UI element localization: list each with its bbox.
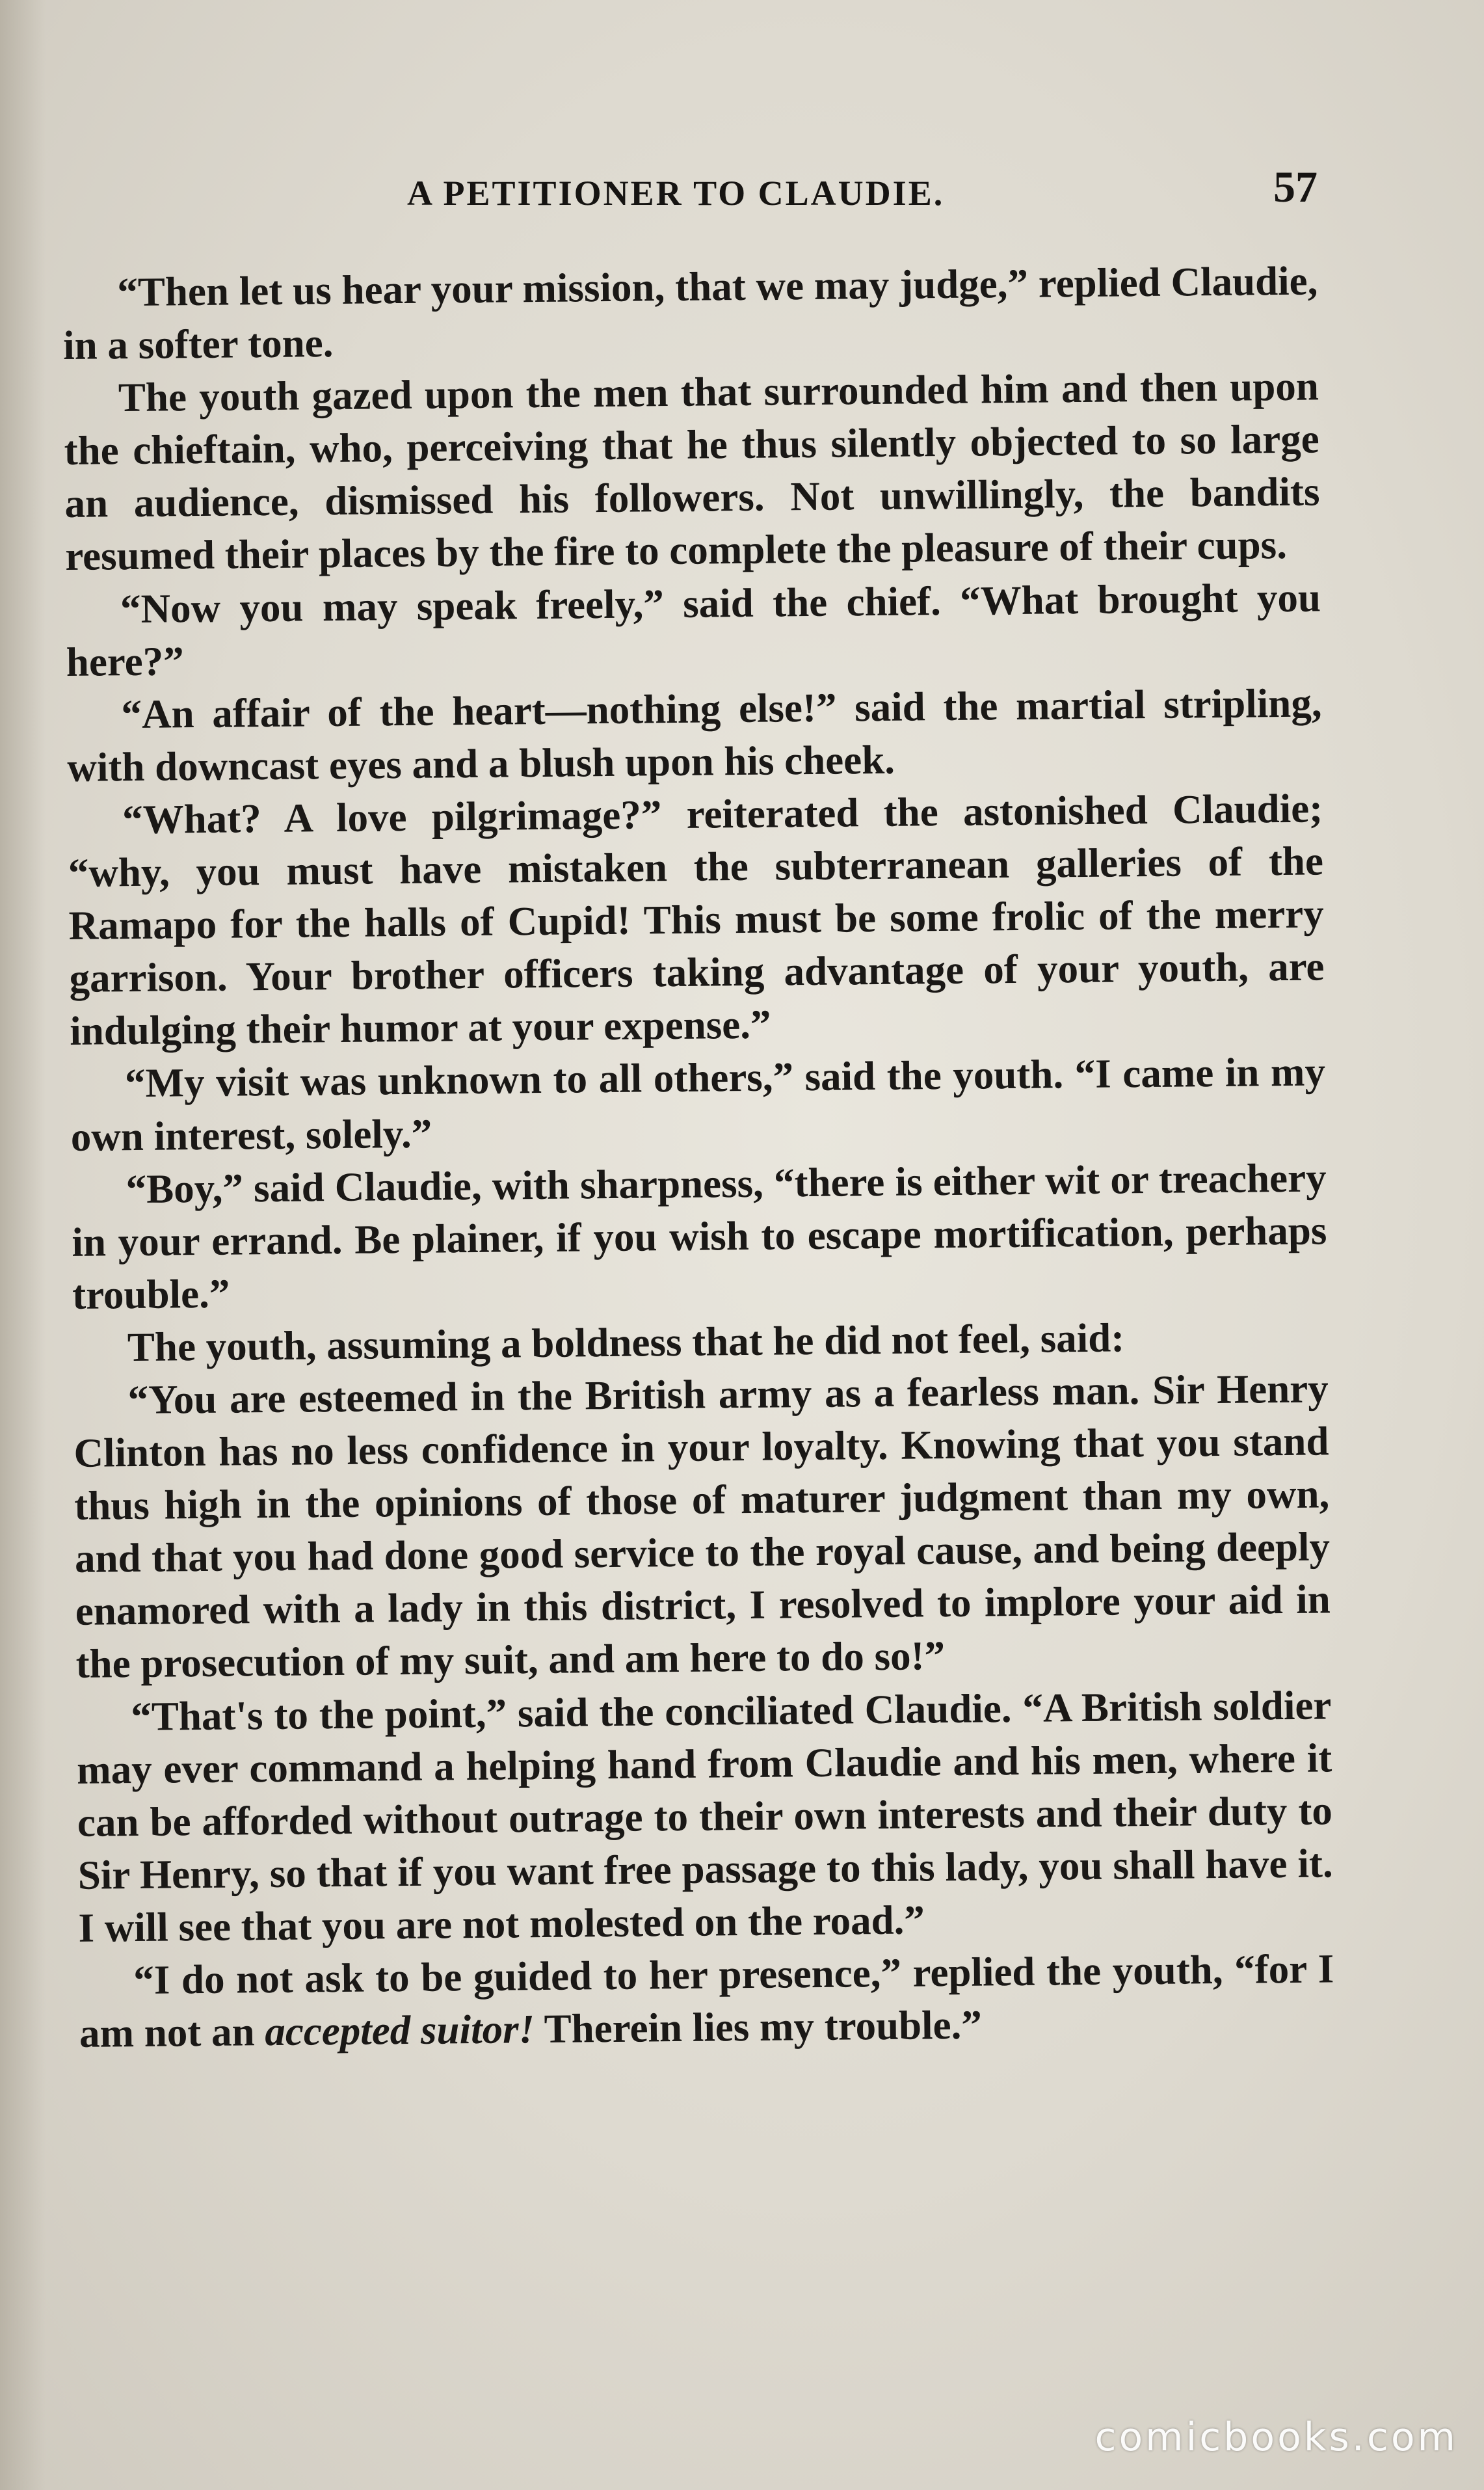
paragraph: The youth, assuming a boldness that he did not feel, said: [127,1315,1125,1370]
paragraph: “That's to the point,” said the conciliated Claudie. “A British soldier may ever command a helping hand from Claudie and his men, where it can be afforded without outrage to their own interests and their duty to Sir Henry, so that if you want free passage to this lady, you shall have it. I will see that you are not molested on the road.” [76,1681,1333,1951]
paragraph: “Then let us hear your mission, that we may judge,” replied Claudie, in a softer tone. [62,258,1318,369]
paragraph: “An affair of the heart—nothing else!” said the martial stripling, with downcast eyes and a blush upon his cheek. [67,680,1322,790]
paragraph: The youth gazed upon the men that surrounded him and then upon the chieftain, who, perceiving that he thus silently objected to so large an audience, dismissed his followers. Not unwillingly, the bandits resumed their places by the fire to complete the pleasure of their cups. [64,363,1320,580]
paragraph-last [79,1942,1334,2060]
paragraph: “You are esteemed in the British army as a fearless man. Sir Henry Clinton has no less confidence in your loyalty. Knowing that you stand thus high in the opinions of those of maturer judgment than my own, and that you had done good service to the royal cause, and being deeply enamored with a lady in this district, I resolved to implore your aid in the prosecution of my suit, and am here to do so!” [73,1365,1331,1687]
paragraph: “What? A love pilgrimage?” reiterated the astonished Claudie; “why, you must have mistaken the subterranean galleries of the Ramapo for the halls of Cupid! This must be some frolic of the merry garrison. Your brother officers taking advantage of your youth, are indulging their humor at your expense.” [68,785,1325,1054]
paragraph: “Boy,” said Claudie, with sharpness, “there is either wit or treachery in your errand. Be plainer, if you wish to escape mortification, perhaps trouble.” [72,1155,1327,1318]
page-header [62,161,1318,213]
page-number: 57 [1273,162,1318,211]
last-paragraph-after: Therein lies my trouble.” [534,2001,983,2052]
paragraph: “My visit was unknown to all others,” said the youth. “I came in my own interest, solely.” [70,1049,1326,1160]
watermark: comicbooks.com [1094,2415,1458,2460]
running-head: A PETITIONER TO CLAUDIE. [407,174,945,213]
last-paragraph-before: “I do not ask to be guided to her presence,” replied the youth, “for I am not an [79,1946,1334,2056]
paragraph: “Now you may speak freely,” said the chief. “What brought you here?” [66,574,1321,685]
gutter-shadow [0,0,46,2490]
accepted-suitor-emphasis: accepted suitor! [265,2006,535,2055]
body-text [62,254,1334,2060]
